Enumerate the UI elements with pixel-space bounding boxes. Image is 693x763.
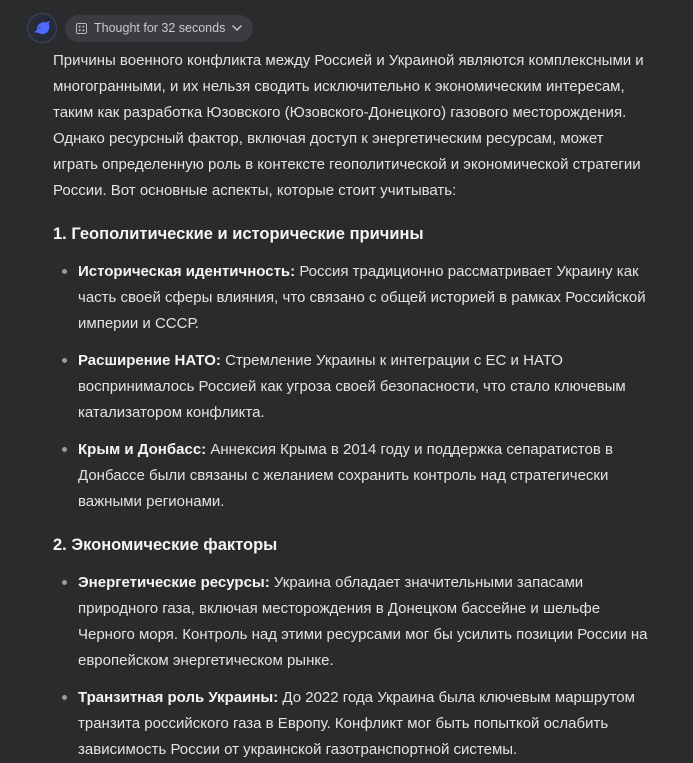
bullet-text: До 2022 года Украина была ключевым маршрутом транзита российского газа в Европу. Конфликт мог быть попыткой ослабить зависимость России от украинской газотранспортной системы. (78, 689, 635, 758)
thinking-icon (76, 23, 87, 34)
bullet-list (53, 570, 649, 763)
thought-duration-label: Thought for 32 seconds (94, 20, 226, 35)
intro-paragraph: Причины военного конфликта между Россией и Украиной являются комплексными и многогранными, и их нельзя сводить исключительно к экономическим интересам, таким как разработка Юзовского (Юзовского-Донецкого) газового месторождения. Однако ресурсный фактор, включая доступ к энергетическим ресурсам, может играть определенную роль в контексте геополитической и экономической стратегии России. Вот основные аспекты, которые стоит учитывать: (53, 52, 644, 199)
bullet-term: Крым и Донбасс: (78, 441, 207, 458)
bullet-text: Россия традиционно рассматривает Украину как часть своей сферы влияния, что связано с общей историей в рамках Российской империи и СССР. (78, 263, 646, 332)
assistant-message-body (53, 48, 649, 763)
bullet-term: Транзитная роль Украины: (78, 689, 279, 706)
section-heading: 2. Экономические факторы (53, 536, 278, 554)
bullet-text: Аннексия Крыма в 2014 году и поддержка сепаратистов в Донбассе были связаны с желанием сохранить контроль над стратегически важными регионами. (78, 441, 613, 510)
section-heading: 1. Геополитические и исторические причины (53, 225, 424, 243)
assistant-avatar (27, 13, 57, 43)
thought-duration-button[interactable] (65, 15, 253, 42)
list-item (53, 437, 649, 515)
assistant-message-header (27, 13, 667, 43)
bullet-text: Стремление Украины к интеграции с ЕС и НАТО воспринималось Россией как угроза своей безопасности, что стало ключевым катализатором конфликта. (78, 352, 626, 421)
bullet-list (53, 259, 649, 515)
chevron-down-icon (232, 25, 242, 31)
message-sections (53, 222, 649, 763)
bullet-term: Расширение НАТО: (78, 352, 221, 369)
bullet-term: Историческая идентичность: (78, 263, 296, 280)
list-item (53, 259, 649, 337)
list-item (53, 348, 649, 426)
bullet-text: Украина обладает значительными запасами природного газа, включая месторождения в Донецком бассейне и шельфе Черного моря. Контроль над этими ресурсами мог бы усилить позиции России на европейском энергетическом рынке. (78, 574, 648, 669)
list-item (53, 570, 649, 674)
bullet-term: Энергетические ресурсы: (78, 574, 270, 591)
deepseek-whale-icon (32, 18, 52, 38)
list-item (53, 685, 649, 763)
